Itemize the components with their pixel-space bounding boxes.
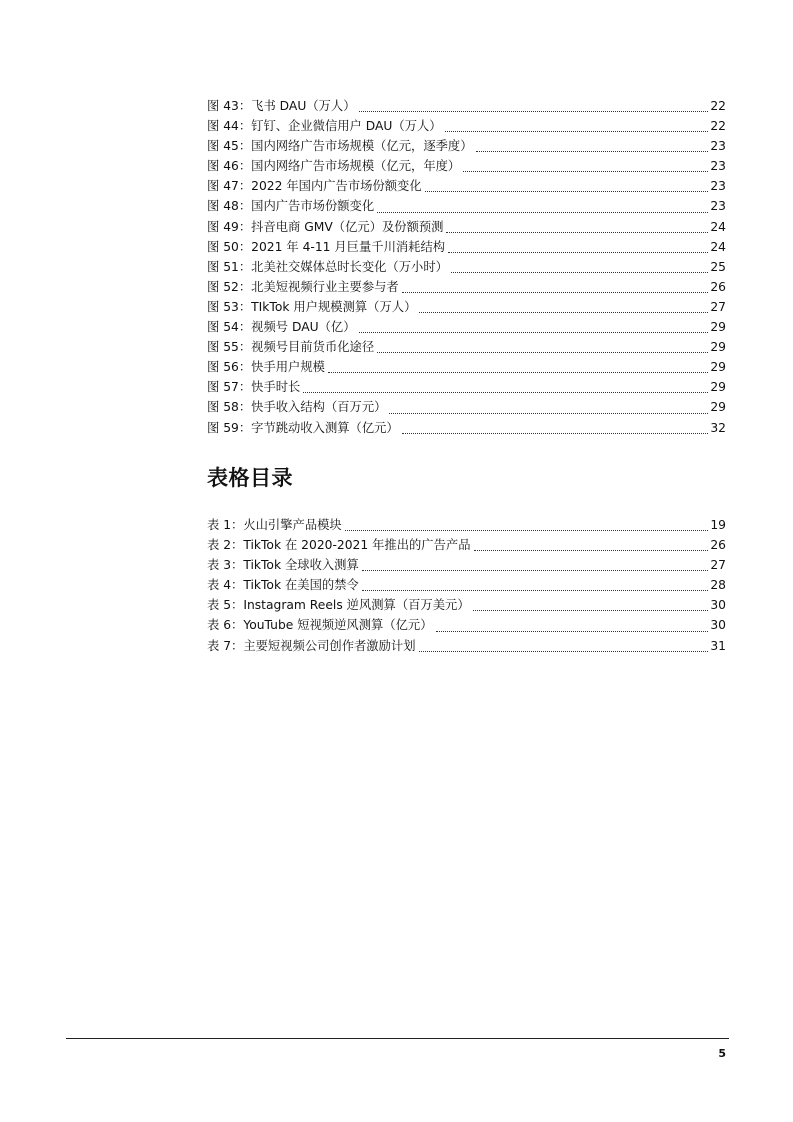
table-title: 主要短视频公司创作者激励计划 — [243, 638, 416, 653]
figure-entry[interactable] — [207, 277, 726, 297]
figure-entry[interactable] — [207, 337, 726, 357]
figure-page-number: 24 — [710, 219, 726, 234]
figure-label: 图 58： — [207, 400, 252, 415]
table-label: 表 2： — [207, 538, 244, 553]
table-label: 表 4： — [207, 578, 244, 593]
figure-title: 快手时长 — [251, 380, 301, 395]
figure-page-number: 26 — [710, 279, 726, 294]
table-title: TikTok 在美国的禁令 — [243, 578, 359, 593]
figure-page-number: 23 — [710, 159, 726, 174]
table-title: TikTok 全球收入测算 — [243, 558, 359, 573]
table-page-number: 26 — [710, 538, 726, 553]
figure-label: 图 49： — [207, 219, 252, 234]
figure-label: 图 43： — [207, 99, 252, 113]
figure-page-number: 29 — [710, 340, 726, 355]
dot-leader — [448, 252, 708, 253]
table-title: 火山引擎产品模块 — [243, 518, 342, 532]
figure-page-number: 23 — [710, 179, 726, 194]
dot-leader — [474, 550, 709, 551]
table-label: 表 5： — [207, 598, 244, 613]
table-title: Instagram Reels 逆风测算（百万美元） — [243, 598, 470, 613]
figure-title: 快手收入结构（百万元） — [251, 400, 387, 415]
figure-entry[interactable] — [207, 257, 726, 277]
dot-leader — [451, 272, 708, 273]
figure-page-number: 32 — [710, 420, 726, 435]
figure-page-number: 23 — [710, 139, 726, 154]
table-entry[interactable] — [207, 555, 726, 575]
table-list — [207, 515, 726, 656]
figure-page-number: 22 — [710, 99, 726, 113]
table-entry[interactable] — [207, 515, 726, 535]
figure-entry[interactable] — [207, 297, 726, 317]
figure-label: 图 57： — [207, 380, 252, 395]
figure-entry[interactable] — [207, 397, 726, 417]
dot-leader — [303, 392, 708, 393]
dot-leader — [328, 372, 708, 373]
figure-page-number: 29 — [710, 380, 726, 395]
table-page-number: 30 — [710, 618, 726, 633]
dot-leader — [419, 651, 709, 652]
figure-entry[interactable] — [207, 217, 726, 237]
table-label: 表 7： — [207, 638, 244, 653]
table-page-number: 31 — [710, 638, 726, 653]
table-page-number: 19 — [710, 518, 726, 532]
figure-label: 图 54： — [207, 320, 252, 335]
table-entry[interactable] — [207, 575, 726, 595]
figure-entry[interactable] — [207, 176, 726, 196]
figure-entry[interactable] — [207, 116, 726, 136]
dot-leader — [445, 131, 709, 132]
dot-leader — [389, 413, 708, 414]
figure-page-number: 29 — [710, 320, 726, 335]
figure-entry[interactable] — [207, 156, 726, 176]
figure-page-number: 27 — [710, 299, 726, 314]
figure-label: 图 47： — [207, 179, 252, 194]
figure-label: 图 55： — [207, 340, 252, 355]
figure-page-number: 29 — [710, 400, 726, 415]
dot-leader — [476, 151, 709, 152]
dot-leader — [402, 292, 709, 293]
figure-title: 北美短视频行业主要参与者 — [251, 279, 399, 294]
figure-entry[interactable] — [207, 418, 726, 438]
figure-entry[interactable] — [207, 96, 726, 116]
table-entry[interactable] — [207, 615, 726, 635]
dot-leader — [377, 352, 708, 353]
figure-label: 图 44： — [207, 119, 252, 134]
figure-title: 2022 年国内广告市场份额变化 — [251, 179, 422, 194]
dot-leader — [425, 191, 709, 192]
table-page-number: 27 — [710, 558, 726, 573]
dot-leader — [473, 610, 709, 611]
figure-title: 国内广告市场份额变化 — [251, 199, 375, 214]
figure-title: 字节跳动收入测算（亿元） — [251, 420, 399, 435]
page-number: 5 — [718, 1047, 726, 1060]
figure-label: 图 52： — [207, 279, 252, 294]
figure-title: 快手用户规模 — [251, 360, 325, 375]
figure-label: 图 46： — [207, 159, 252, 174]
figure-label: 图 50： — [207, 239, 252, 254]
dot-leader — [359, 111, 709, 112]
table-label: 表 1： — [207, 518, 244, 532]
table-label: 表 3： — [207, 558, 244, 573]
dot-leader — [359, 332, 709, 333]
figure-page-number: 23 — [710, 199, 726, 214]
figure-entry[interactable] — [207, 317, 726, 337]
figure-entry[interactable] — [207, 237, 726, 257]
figure-title: 飞书 DAU（万人） — [251, 99, 356, 113]
table-page-number: 30 — [710, 598, 726, 613]
tables-heading: 表格目录 — [207, 466, 293, 490]
figure-entry[interactable] — [207, 377, 726, 397]
figure-entry[interactable] — [207, 196, 726, 216]
figure-label: 图 45： — [207, 139, 252, 154]
figure-page-number: 25 — [710, 259, 726, 274]
figure-entry[interactable] — [207, 357, 726, 377]
table-title: TikTok 在 2020-2021 年推出的广告产品 — [243, 538, 471, 553]
figure-title: 视频号目前货币化途径 — [251, 340, 375, 355]
dot-leader — [463, 171, 708, 172]
table-label: 表 6： — [207, 618, 244, 633]
table-page-number: 28 — [710, 578, 726, 593]
figure-title: 2021 年 4-11 月巨量千川消耗结构 — [251, 239, 446, 254]
dot-leader — [377, 212, 708, 213]
footer-rule — [66, 1038, 729, 1039]
dot-leader — [436, 631, 709, 632]
dot-leader — [402, 433, 709, 434]
dot-leader — [345, 530, 709, 531]
table-entry[interactable] — [207, 595, 726, 615]
figure-title: 北美社交媒体总时长变化（万小时） — [251, 259, 448, 274]
figure-entry[interactable] — [207, 136, 726, 156]
figure-page-number: 24 — [710, 239, 726, 254]
figure-label: 图 48： — [207, 199, 252, 214]
table-entry[interactable] — [207, 535, 726, 555]
figure-label: 图 51： — [207, 259, 252, 274]
table-title: YouTube 短视频逆风测算（亿元） — [243, 618, 433, 633]
dot-leader — [362, 570, 709, 571]
figure-label: 图 53： — [207, 299, 252, 314]
figure-list — [207, 96, 726, 438]
table-entry[interactable] — [207, 636, 726, 656]
figure-title: 钉钉、企业微信用户 DAU（万人） — [251, 119, 442, 134]
dot-leader — [419, 312, 708, 313]
figure-page-number: 22 — [710, 119, 726, 134]
figure-label: 图 56： — [207, 360, 252, 375]
figure-title: 视频号 DAU（亿） — [251, 320, 356, 335]
dot-leader — [362, 590, 709, 591]
figure-page-number: 29 — [710, 360, 726, 375]
figure-title: TIkTok 用户规模测算（万人） — [251, 299, 417, 314]
figure-title: 国内网络广告市场规模（亿元，年度） — [251, 159, 461, 174]
figure-title: 抖音电商 GMV（亿元）及份额预测 — [251, 219, 444, 234]
figure-label: 图 59： — [207, 420, 252, 435]
figure-title: 国内网络广告市场规模（亿元，逐季度） — [251, 139, 473, 154]
dot-leader — [446, 232, 708, 233]
